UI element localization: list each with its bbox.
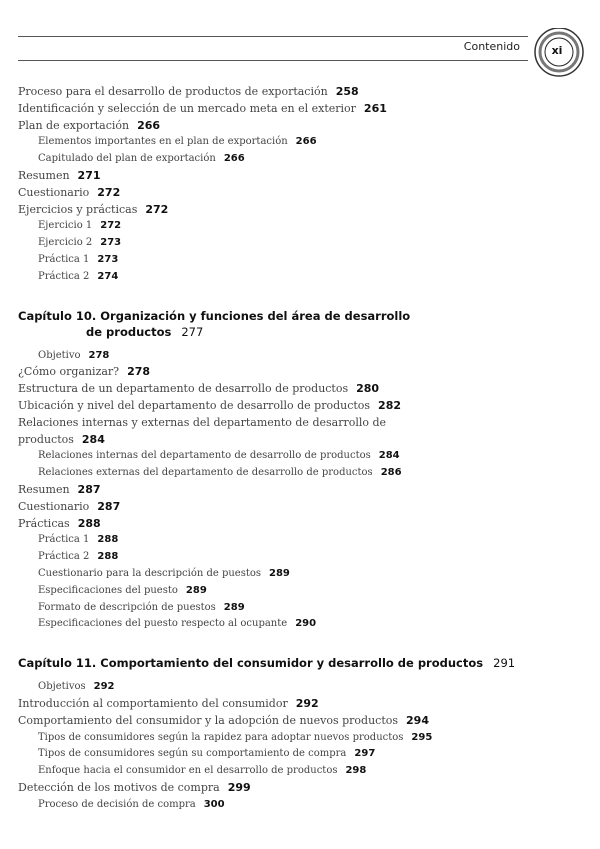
toc-entry-page: 273 xyxy=(100,237,122,249)
toc-entry-page: 299 xyxy=(227,780,251,794)
chapter-10-title-line1: Capítulo 10. Organización y funciones del área de desarrollo xyxy=(18,308,411,323)
toc-entry-title: Capitulado del plan de exportación xyxy=(38,153,216,165)
toc-entry-page: 271 xyxy=(77,168,101,182)
toc-entry xyxy=(18,84,588,101)
toc-entry-page: 284 xyxy=(378,450,400,462)
toc-entry-title: Introducción al comportamiento del consumidor xyxy=(18,696,288,710)
toc-entry xyxy=(18,235,588,252)
toc-entry-page: 272 xyxy=(145,202,169,216)
toc-entry-page: 288 xyxy=(97,534,119,546)
toc-entry-page: 294 xyxy=(406,713,429,727)
toc-entry xyxy=(18,269,588,286)
toc-entry-page: 272 xyxy=(97,185,121,199)
toc-entry-title: Estructura de un departamento de desarrollo de productos xyxy=(18,382,349,396)
toc-entry-page: 284 xyxy=(81,432,105,446)
toc-entry-page: 295 xyxy=(411,731,433,743)
toc-entry-title: Tipos de consumidores según la rapidez para adoptar nuevos productos xyxy=(38,731,404,743)
toc-entry xyxy=(18,532,588,549)
toc-entry-page: 261 xyxy=(363,101,387,115)
toc-block-chapter9-end xyxy=(18,84,588,286)
toc-entry xyxy=(18,763,588,780)
toc-entry-page: 298 xyxy=(345,765,367,777)
toc-entry-title: Especificaciones del puesto respecto al ocupante xyxy=(38,618,288,630)
toc-entry xyxy=(18,616,588,633)
toc-entry-page: 292 xyxy=(93,681,115,693)
toc-entry-title: Relaciones internas y externas del departamento de desarrollo de productos xyxy=(18,415,387,446)
toc-entry-title: Cuestionario xyxy=(18,185,90,199)
toc-entry-page: 278 xyxy=(127,365,151,379)
toc-entry xyxy=(18,583,588,600)
toc-entry-title: Elementos importantes en el plan de exportación xyxy=(38,136,288,148)
toc-entry-title: Resumen xyxy=(18,482,70,496)
toc-entry-title: Identificación y selección de un mercado meta en el exterior xyxy=(18,101,356,115)
running-header: Contenido xyxy=(463,40,520,53)
toc-entry-title: Proceso para el desarrollo de productos de exportación xyxy=(18,85,328,98)
toc-block-chapter10 xyxy=(18,348,588,634)
toc-entry xyxy=(18,713,588,730)
toc-entry-title: Comportamiento del consumidor y la adopción de nuevos productos xyxy=(18,713,399,727)
toc-entry-page: 266 xyxy=(137,118,161,132)
toc-entry xyxy=(18,679,588,696)
toc-entry-title: Formato de descripción de puestos xyxy=(38,601,216,613)
toc-entry xyxy=(18,252,588,269)
toc-entry xyxy=(18,696,588,713)
toc-entry-page: 300 xyxy=(203,798,225,810)
toc-entry xyxy=(18,730,438,747)
toc-entry xyxy=(18,499,588,516)
toc-entry-title: Práctica 2 xyxy=(38,551,90,563)
toc-entry xyxy=(18,202,588,219)
chapter-11-page: 291 xyxy=(493,656,516,671)
toc-entry-title: Cuestionario xyxy=(18,499,90,513)
toc-entry-title: Detección de los motivos de compra xyxy=(18,780,220,794)
chapter-10-title-line2: de productos xyxy=(86,324,172,339)
toc-entry-page: 274 xyxy=(97,270,119,282)
toc-entry-page: 278 xyxy=(88,349,110,361)
toc-entry-title: Especificaciones del puesto xyxy=(38,584,178,596)
header-rule-bottom xyxy=(18,60,528,61)
toc-entry xyxy=(18,746,588,763)
toc-entry-page: 288 xyxy=(77,516,101,530)
toc-entry-page: 266 xyxy=(295,136,317,148)
toc-entry-title: ¿Cómo organizar? xyxy=(18,365,120,379)
page-number: xi xyxy=(551,44,563,57)
toc-entry-page: 288 xyxy=(97,551,119,563)
toc-entry xyxy=(18,516,588,533)
chapter-10-page: 277 xyxy=(181,324,204,339)
chapter-11-heading xyxy=(18,655,588,671)
toc-entry-title: Ejercicio 2 xyxy=(38,237,93,249)
table-of-contents xyxy=(18,84,588,813)
toc-entry-page: 266 xyxy=(223,153,245,165)
toc-entry xyxy=(18,600,588,617)
toc-entry-title: Práctica 2 xyxy=(38,270,90,282)
toc-entry-title: Proceso de decisión de compra xyxy=(38,798,196,810)
toc-entry-title: Ejercicios y prácticas xyxy=(18,202,138,216)
toc-entry xyxy=(18,364,588,381)
chapter-11-title: Capítulo 11. Comportamiento del consumidor y desarrollo de productos xyxy=(18,656,484,671)
toc-entry-title: Objetivo xyxy=(38,349,81,361)
toc-entry-title: Plan de exportación xyxy=(18,118,130,132)
toc-entry-title: Ubicación y nivel del departamento de desarrollo de productos xyxy=(18,398,371,412)
toc-entry-page: 273 xyxy=(97,253,119,265)
toc-entry xyxy=(18,398,588,415)
toc-entry xyxy=(18,780,588,797)
toc-entry-title: Prácticas xyxy=(18,516,70,530)
toc-entry-title: Objetivos xyxy=(38,681,86,693)
header-rule-top xyxy=(18,36,528,37)
toc-entry-page: 286 xyxy=(380,467,402,479)
toc-entry xyxy=(18,348,588,365)
toc-entry xyxy=(18,448,588,465)
toc-entry-title: Enfoque hacia el consumidor en el desarrollo de productos xyxy=(38,765,338,777)
toc-entry xyxy=(18,465,588,482)
toc-entry-title: Tipos de consumidores según su comportamiento de compra xyxy=(38,748,347,760)
toc-entry-page: 280 xyxy=(356,382,380,396)
toc-entry-title: Relaciones externas del departamento de desarrollo de productos xyxy=(38,467,373,479)
toc-entry-title: Práctica 1 xyxy=(38,534,90,546)
toc-entry xyxy=(18,381,588,398)
toc-entry-page: 289 xyxy=(223,601,245,613)
toc-entry xyxy=(18,415,418,449)
toc-entry xyxy=(18,134,588,151)
toc-entry-title: Ejercicio 1 xyxy=(38,220,93,232)
toc-entry-page: 258 xyxy=(335,85,359,98)
toc-block-chapter11 xyxy=(18,679,588,813)
toc-entry xyxy=(18,797,588,814)
toc-entry-title: Resumen xyxy=(18,168,70,182)
toc-entry xyxy=(18,218,588,235)
chapter-10-heading xyxy=(18,308,588,340)
toc-entry xyxy=(18,118,588,135)
toc-entry-page: 289 xyxy=(185,584,207,596)
toc-entry-page: 297 xyxy=(354,748,376,760)
toc-entry xyxy=(18,185,588,202)
toc-entry-page: 282 xyxy=(378,398,402,412)
toc-entry xyxy=(18,168,588,185)
toc-entry-page: 292 xyxy=(295,696,319,710)
toc-entry-title: Relaciones internas del departamento de desarrollo de productos xyxy=(38,450,371,462)
toc-entry xyxy=(18,482,588,499)
toc-entry-page: 289 xyxy=(269,567,290,579)
toc-entry-page: 290 xyxy=(295,618,317,630)
toc-entry xyxy=(18,151,588,168)
toc-entry-page: 287 xyxy=(77,482,101,496)
toc-entry-title: Cuestionario para la descripción de puestos xyxy=(38,567,262,579)
toc-entry xyxy=(18,566,588,583)
toc-entry-page: 287 xyxy=(97,499,121,513)
toc-entry-page: 272 xyxy=(100,220,122,232)
toc-entry-title: Práctica 1 xyxy=(38,253,90,265)
toc-entry xyxy=(18,101,588,118)
toc-entry xyxy=(18,549,588,566)
